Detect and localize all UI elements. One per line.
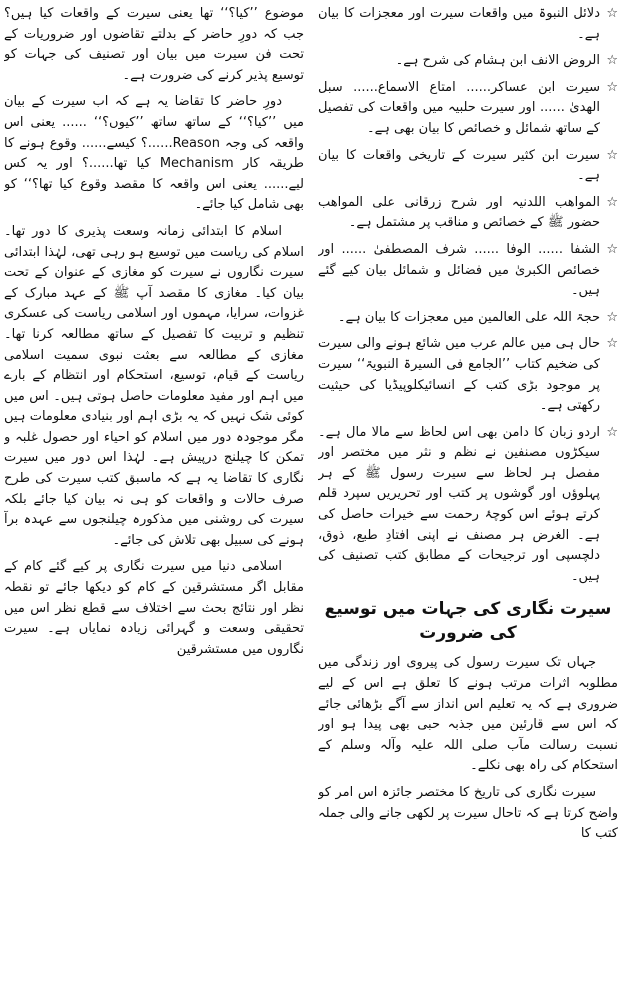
paragraph: دورِ حاضر کا تقاضا یہ ہے کہ اب سیرت کے بیان میں ’’کیا؟‘‘ کے ساتھ ساتھ ’’کیوں؟‘‘ ...... یعنی اس واقعہ کی وجہ Reason......؟ کیسے...... وقوع ہونے کا طریقہ کار Mechanism کیا تھا......؟ اور یہ کس لیے...... یعنی اس واقعہ کا مقصد وقوع کیا تھا؟‘‘ کو بھی شامل کیا جائے۔: [4, 94, 304, 213]
star-bullet-icon: ☆: [606, 309, 618, 325]
section-heading: سیرت نگاری کی جہات میں توسیع کی ضرورت: [324, 599, 612, 644]
star-bullet-icon: ☆: [606, 79, 618, 95]
bullet-item: [318, 51, 618, 72]
paragraph: اسلام کا ابتدائی زمانہ وسعت پذیری کا دور تھا۔ اسلام کی ریاست میں توسیع ہو رہی تھی، لہٰذا ابتدائی سیرت نگاروں نے سیرت کو مغازی کے عنوان کے تحت بیان کیا۔ مغازی کا مقصد آپ ﷺ کے عہد مبارک کے غزوات، سرایا، مہموں اور اسلامی ریاست کی عسکری تنظیم و تربیت کا تفصیل کے ساتھ مطالعہ کرنا تھا۔ مغازی کے مطالعہ سے بعثت نبوی سمیت اسلامی ریاست کے قیام، توسیع، استحکام اور انتظام کے بارے میں اہم اور مفید معلومات حاصل ہوتی ہیں۔ اس میں کوئی شک نہیں کہ یہ بڑی اہم اور بنیادی معلومات ہیں مگر موجودہ دور میں اسلام کو احیاء اور حصول غلبہ و تمکن کا چیلنج درپیش ہے۔ لہٰذا اس دور میں سیرت نگاری کا تقاضا یہ ہے کہ ماسبق کتب سیرت کی طرح صرف حالات و واقعات کو ہی نہ بیان کیا جائے بلکہ سیرت کی روشنی میں مذکورہ چیلنجوں سے عہدہ برآ ہونے کی سبیل بھی تلاش کی جائے۔: [4, 223, 304, 548]
bullet-item: [318, 4, 618, 45]
bullet-text: سیرت ابن عساکر...... امتاع الاسماع...... سبل الھدیٰ ...... اور سیرت حلبیہ میں واقعات کی تفصیل کے ساتھ شمائل و خصائص کا بیان بھی ہے۔: [318, 79, 600, 136]
star-bullet-icon: ☆: [606, 194, 618, 210]
bullet-item: [318, 423, 618, 588]
paragraph: اسلامی دنیا میں سیرت نگاری پر کیے گئے کام کے مقابل اگر مستشرقین کے کام کو دیکھا جائے تو نقطہ نظر اور نتائج بحث سے اختلاف سے قطع نظر اس میں تحقیقی وسعت و گہرائی زیادہ نمایاں ہے۔ سیرت نگاروں میں مستشرقین: [4, 559, 304, 657]
bullet-item: [318, 146, 618, 187]
star-bullet-icon: ☆: [606, 6, 618, 21]
paragraph: جہاں تک سیرت رسول کی پیروی اور زندگی میں مطلوبہ اثرات مرتب ہونے کا تعلق ہے اس کے لیے ضروری ہے کہ یہ تعلیم اس انداز سے آگے بڑھائی جائے کہ اس سے قارئین میں جذبہ حبی بھی پیدا ہو اور نسبت رسالت مآب صلی اللہ علیہ وآلہ وسلم کے استحکام کی راہ بھی نکلے۔: [318, 655, 618, 774]
right-column: [318, 4, 618, 976]
bullet-text: حال ہی میں عالم عرب میں شائع ہونے والی سیرت کی ضخیم کتاب ’’الجامع فی السیرۃ النبویۃ‘‘ سیرت پر موجود بڑی کتب کے انسائیکلوپیڈیا کی حیثیت رکھتی ہے۔: [318, 336, 600, 414]
bullet-text: الروض الانف ابن ہشام کی شرح ہے۔: [395, 53, 600, 69]
star-bullet-icon: ☆: [606, 147, 618, 163]
paragraph: سیرت نگاری کی تاریخ کا مختصر جائزہ اس امر کو واضح کرتا ہے کہ تاحال سیرت پر لکھی جانے والی جملہ کتب کا: [318, 785, 618, 842]
star-bullet-icon: ☆: [606, 336, 618, 352]
bullet-item: [318, 308, 618, 329]
bullet-text: حجۃ اللہ علی العالمین میں معجزات کا بیان ہے۔: [337, 309, 600, 325]
bullet-text: المواھب اللدنیہ اور شرح زرقانی علی المواھب حضور ﷺ کے خصائص و مناقب پر مشتمل ہے۔: [318, 194, 600, 231]
left-column: [4, 4, 304, 976]
bullet-text: الشفا ...... الوفا ...... شرف المصطفیٰ ...... اور خصائص الکبریٰ میں فضائل و شمائل بیان کیے گئے ہیں۔: [318, 241, 600, 299]
bullet-text: دلائل النبوۃ میں واقعات سیرت اور معجزات کا بیان ہے۔: [318, 6, 600, 42]
paragraph: موضوع ’’کیا؟‘‘ تھا یعنی سیرت کے واقعات کیا ہیں؟ جب کہ دورِ حاضر کے بدلتے تقاضوں اور ضروریات کے تحت فن سیرت میں بیان اور تصنیف کی جہات کو توسیع پذیر کرنے کی ضرورت ہے۔: [4, 6, 304, 83]
bullet-item: [318, 240, 618, 302]
bullet-text: سیرت ابن کثیر سیرت کے تاریخی واقعات کا بیان ہے۔: [318, 147, 600, 184]
bullet-item: [318, 334, 618, 416]
star-bullet-icon: ☆: [606, 241, 618, 257]
bullet-item: [318, 193, 618, 234]
star-bullet-icon: ☆: [606, 424, 618, 440]
bullet-text: اردو زبان کا دامن بھی اس لحاظ سے مالا مال ہے۔ سیکڑوں مصنفین نے نظم و نثر میں مختصر اور مفصل ہر لحاظ سے سیرت رسول ﷺ کے ہر پہلوؤں اور گوشوں پر کتب اور تحریریں سپرد قلم کرتے ہوئے اس کوچۂ رحمت سے خیرات حاصل کی ہے۔ الغرض ہر مصنف نے اپنی افتادِ طبع، ذوق، دلچسپی اور ترجیحات کے مطابق کتب تصنیف کی ہیں۔: [318, 424, 600, 584]
star-bullet-icon: ☆: [606, 53, 618, 69]
bullet-item: [318, 78, 618, 140]
